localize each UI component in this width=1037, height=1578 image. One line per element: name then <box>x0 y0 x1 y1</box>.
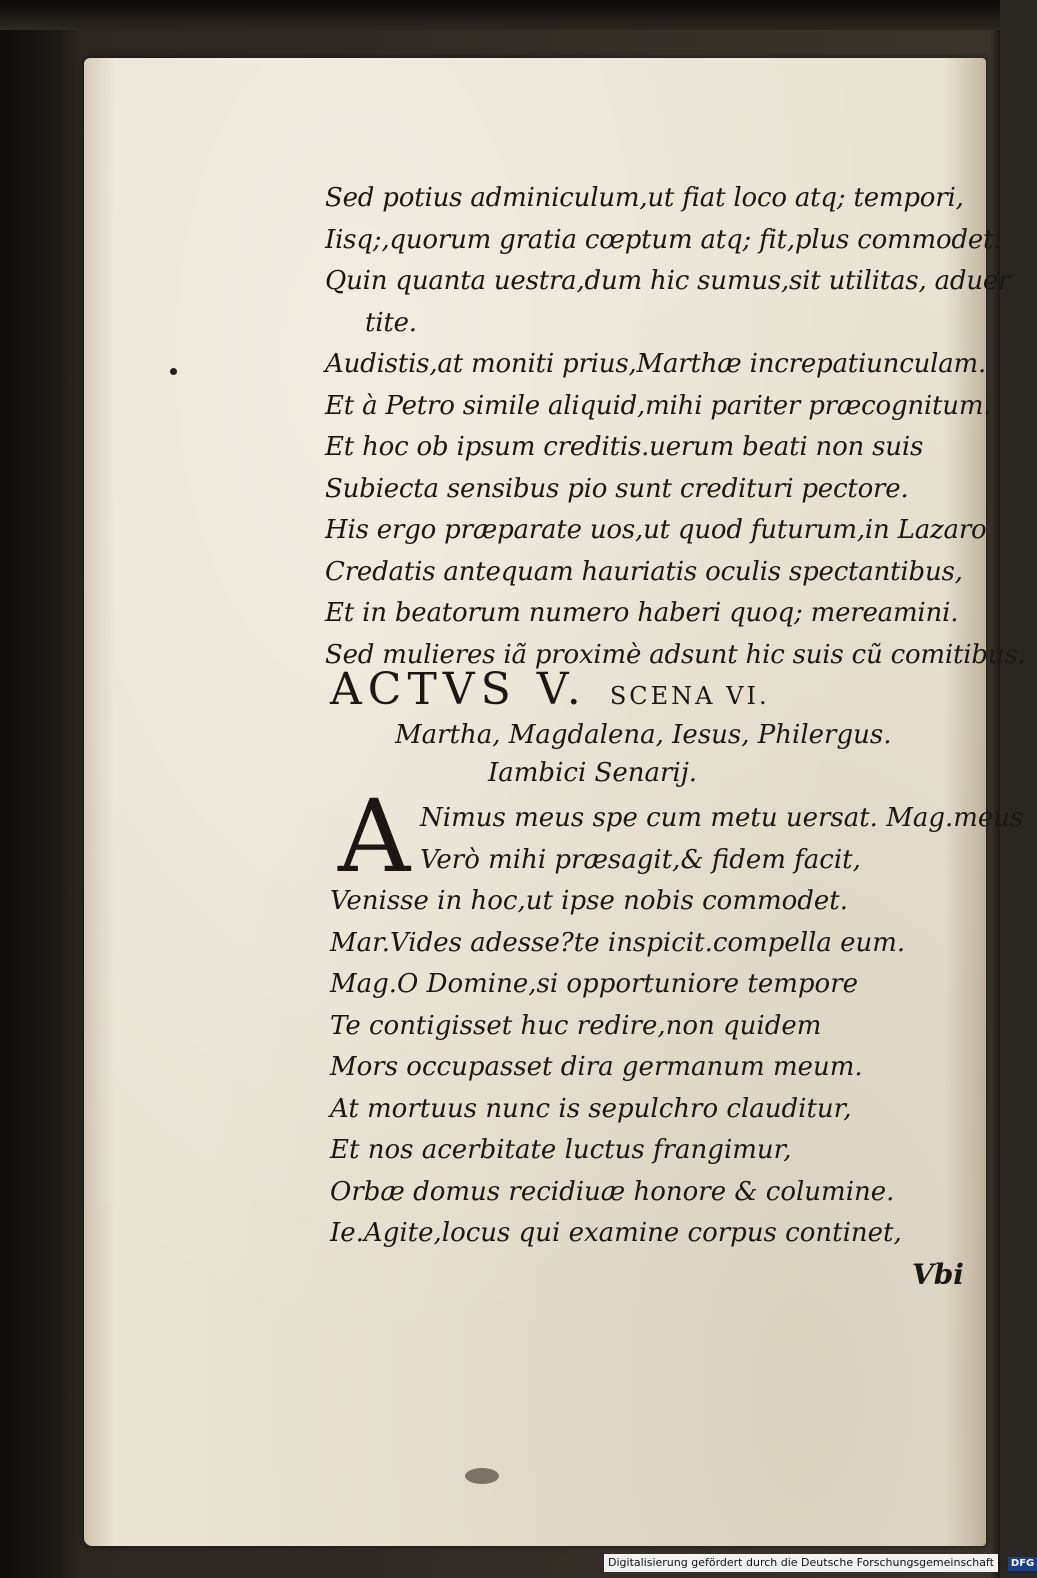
text-line: Et in beatorum numero haberi quoq; mereamini. <box>325 598 959 628</box>
footer-text: Digitalisierung gefördert durch die Deutsche Forschungsgemeinschaft - <box>608 1556 1002 1569</box>
text-line: Ie.Agite,locus qui examine corpus continet, <box>330 1218 902 1248</box>
dramatis-personae: Martha, Magdalena, Iesus, Philergus. <box>395 720 892 750</box>
ink-dot <box>170 368 177 375</box>
text-line: Verò mihi præsagit,& fidem facit, <box>420 844 861 875</box>
catchword: Vbi <box>912 1258 964 1291</box>
meter-label: Iambici Senarij. <box>488 758 698 788</box>
text-line: His ergo præparate uos,ut quod futurum,in Lazaro <box>325 515 987 545</box>
digitization-footer <box>604 1554 1035 1572</box>
text-line: Et nos acerbitate luctus frangimur, <box>330 1135 792 1165</box>
text-line: Et hoc ob ipsum creditis.uerum beati non suis <box>325 432 924 462</box>
body-text <box>325 178 1026 676</box>
act-scene-heading <box>330 664 950 715</box>
text-line: Et à Petro simile aliquid,mihi pariter præcognitum. <box>325 390 992 421</box>
text-line: Nimus meus spe cum metu uersat. Mag.meus <box>420 803 1024 833</box>
text-line: Te contigisset huc redire,non quidem <box>330 1010 822 1041</box>
text-line: tite. <box>365 307 417 338</box>
text-line: Mag.O Domine,si opportuniore tempore <box>330 969 859 999</box>
text-line: Credatis antequam hauriatis oculis spectantibus, <box>325 556 963 587</box>
text-line: At mortuus nunc is sepulchro clauditur, <box>330 1093 852 1124</box>
scene-title: SCENA VI. <box>609 682 770 710</box>
text-line: Audistis,at moniti prius,Marthæ increpatiunculam. <box>325 349 987 379</box>
ink-smudge <box>465 1468 499 1484</box>
text-line: Sed mulieres iã proximè adsunt hic suis cũ comitibus. <box>325 639 1026 670</box>
text-line: Subiecta sensibus pio sunt credituri pectore. <box>325 473 909 504</box>
text-line: Sed potius adminiculum,ut fiat loco atq; tempori, <box>325 183 964 213</box>
text-line: Venisse in hoc,ut ipse nobis commodet. <box>330 886 849 916</box>
text-line: Orbæ domus recidiuæ honore & columine. <box>330 1176 895 1207</box>
text-line: Mors occupasset dira germanum meum. <box>330 1052 863 1082</box>
text-line: Iisq;,quorum gratia cœptum atq; fit,plus commodet. <box>325 224 1002 255</box>
text-line: Quin quanta uestra,dum hic sumus,sit utilitas, aduer <box>325 266 1011 296</box>
drop-capital: A <box>338 778 411 895</box>
scan-top-border <box>0 0 1000 30</box>
scene-text <box>330 798 1024 1255</box>
act-title: ACTVS V. <box>330 664 587 715</box>
dfg-logo-icon: DFG <box>1008 1557 1037 1571</box>
text-line: Mar.Vides adesse?te inspicit.compella eum. <box>330 927 906 958</box>
